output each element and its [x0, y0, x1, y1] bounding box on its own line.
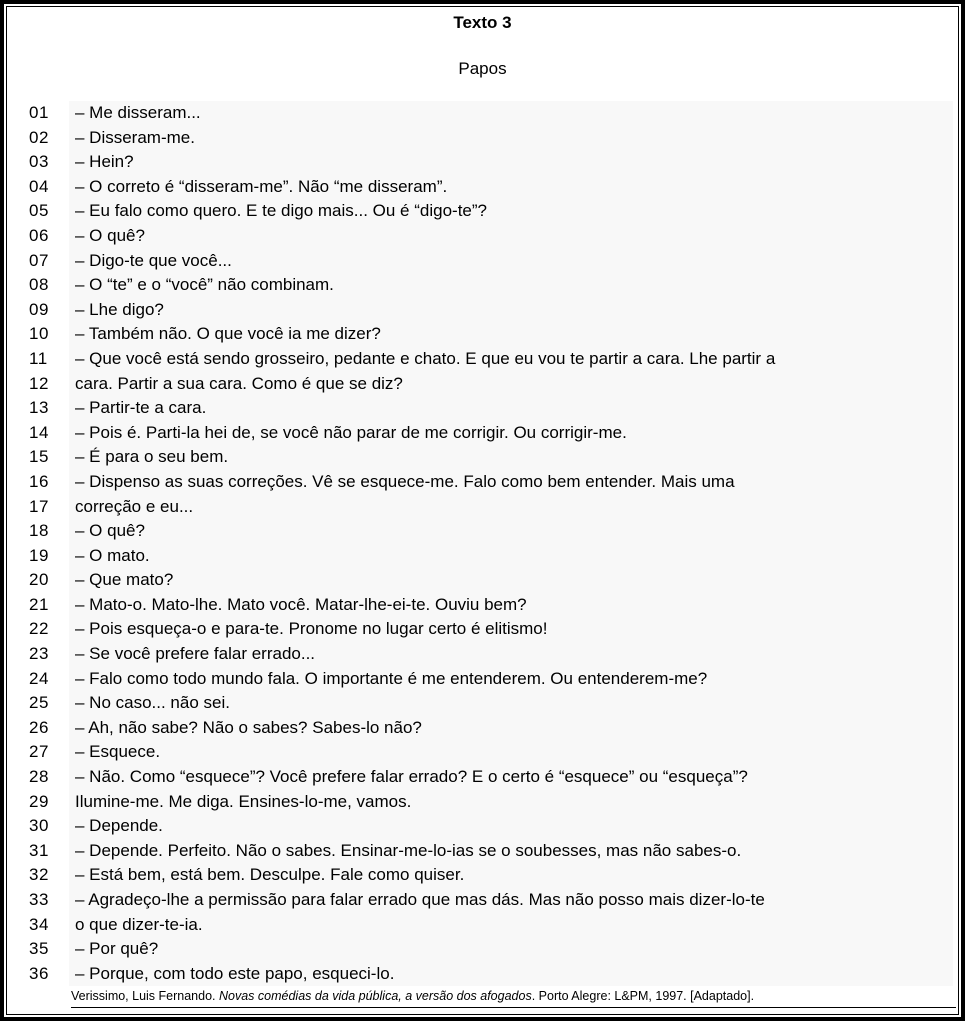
line-text: – O correto é “disseram-me”. Não “me disseram”.: [69, 175, 953, 200]
text-line: [7, 790, 958, 815]
line-number: 09: [29, 299, 49, 319]
line-text: – Se você prefere falar errado...: [69, 642, 953, 667]
text-line: [7, 691, 958, 716]
line-text: – Eu falo como quero. E te digo mais... Ou é “digo-te”?: [69, 199, 953, 224]
text-line: [7, 716, 958, 741]
line-number: 13: [29, 398, 49, 418]
line-number: 16: [29, 471, 49, 491]
line-number: 30: [29, 816, 49, 836]
text-line: [7, 765, 958, 790]
line-number: 07: [29, 250, 49, 270]
line-text: – Esquece.: [69, 740, 953, 765]
text-line: [7, 396, 958, 421]
text-line: [7, 839, 958, 864]
line-text: – Dispenso as suas correções. Vê se esquece-me. Falo como bem entender. Mais uma: [69, 470, 953, 495]
line-text: – Disseram-me.: [69, 126, 953, 151]
line-number: 02: [29, 127, 49, 147]
text-lines: [7, 101, 958, 986]
line-number: 10: [29, 324, 49, 344]
line-text: – Porque, com todo este papo, esqueci-lo.: [69, 962, 953, 987]
line-text: – O “te” e o “você” não combinam.: [69, 273, 953, 298]
text-line: [7, 617, 958, 642]
text-line: [7, 150, 958, 175]
text-line: [7, 495, 958, 520]
line-text: cara. Partir a sua cara. Como é que se diz?: [69, 372, 953, 397]
line-number: 03: [29, 152, 49, 172]
line-text: o que dizer-te-ia.: [69, 913, 953, 938]
line-number: 31: [29, 840, 49, 860]
text-line: [7, 593, 958, 618]
line-text: – Lhe digo?: [69, 298, 953, 323]
line-number: 11: [29, 348, 48, 368]
line-text: Ilumine-me. Me diga. Ensines-lo-me, vamos.: [69, 790, 953, 815]
line-text: correção e eu...: [69, 495, 953, 520]
line-text: – Hein?: [69, 150, 953, 175]
line-number: 23: [29, 644, 49, 664]
text-line: [7, 667, 958, 692]
line-number: 12: [29, 373, 49, 393]
line-text: – No caso... não sei.: [69, 691, 953, 716]
text-line: [7, 470, 958, 495]
page-subtitle: Papos: [458, 59, 507, 78]
line-text: – Digo-te que você...: [69, 249, 953, 274]
text-line: [7, 740, 958, 765]
line-text: – Não. Como “esquece”? Você prefere falar errado? E o certo é “esquece” ou “esqueça”?: [69, 765, 953, 790]
line-number: 04: [29, 176, 49, 196]
line-text: – Partir-te a cara.: [69, 396, 953, 421]
text-line: [7, 249, 958, 274]
text-line: [7, 937, 958, 962]
line-number: 08: [29, 275, 49, 295]
line-number: 36: [29, 963, 49, 983]
text-line: [7, 519, 958, 544]
line-number: 17: [29, 496, 49, 516]
line-number: 01: [29, 103, 49, 122]
line-text: – Ah, não sabe? Não o sabes? Sabes-lo não?: [69, 716, 953, 741]
line-number: 06: [29, 225, 49, 245]
line-number: 26: [29, 717, 49, 737]
text-line: [7, 888, 958, 913]
line-number: 14: [29, 422, 49, 442]
line-text: – Falo como todo mundo fala. O importante é me entenderem. Ou entenderem-me?: [69, 667, 953, 692]
text-line: [7, 347, 958, 372]
text-line: [7, 544, 958, 569]
text-line: [7, 126, 958, 151]
line-text: – O quê?: [69, 224, 953, 249]
line-text: – É para o seu bem.: [69, 445, 953, 470]
text-line: [7, 322, 958, 347]
citation-publisher: . Porto Alegre: L&PM, 1997. [Adaptado].: [531, 989, 755, 1003]
line-number: 29: [29, 791, 49, 811]
line-number: 27: [29, 742, 49, 762]
line-number: 20: [29, 570, 49, 590]
text-line: [7, 445, 958, 470]
line-number: 35: [29, 939, 49, 959]
line-text: – Agradeço-lhe a permissão para falar errado que mas dás. Mas não posso mais dizer-lo-te: [69, 888, 953, 913]
page-title: Texto 3: [453, 13, 512, 32]
text-line: [7, 568, 958, 593]
text-line: [7, 175, 958, 200]
text-line: [7, 421, 958, 446]
line-text: – Por quê?: [69, 937, 953, 962]
text-line: [7, 372, 958, 397]
line-text: – Depende.: [69, 814, 953, 839]
line-text: – Me disseram...: [69, 101, 953, 126]
text-line: [7, 199, 958, 224]
text-line: [7, 814, 958, 839]
document-inner-frame: [6, 6, 959, 1015]
text-line: [7, 298, 958, 323]
line-number: 28: [29, 767, 49, 787]
line-text: – Está bem, está bem. Desculpe. Fale como quiser.: [69, 863, 953, 888]
line-number: 34: [29, 914, 49, 934]
line-text: – Pois esqueça-o e para-te. Pronome no lugar certo é elitismo!: [69, 617, 953, 642]
text-line: [7, 913, 958, 938]
line-number: 15: [29, 447, 49, 467]
text-line: [7, 863, 958, 888]
text-line: [7, 642, 958, 667]
line-text: – Que mato?: [69, 568, 953, 593]
line-number: 24: [29, 668, 49, 688]
line-number: 18: [29, 521, 49, 541]
line-number: 32: [29, 865, 49, 885]
line-number: 22: [29, 619, 49, 639]
line-text: – Pois é. Parti-la hei de, se você não parar de me corrigir. Ou corrigir-me.: [69, 421, 953, 446]
text-line: [7, 273, 958, 298]
line-text: – O mato.: [69, 544, 953, 569]
citation-author: Verissimo, Luis Fernando.: [71, 989, 219, 1003]
citation-book-title: Novas comédias da vida pública, a versão dos afogados: [219, 989, 532, 1003]
line-text: – Também não. O que você ia me dizer?: [69, 322, 953, 347]
text-line: [7, 101, 958, 126]
line-number: 05: [29, 201, 49, 221]
text-line: [7, 224, 958, 249]
line-number: 19: [29, 545, 49, 565]
line-text: – Depende. Perfeito. Não o sabes. Ensinar-me-lo-ias se o soubesses, mas não sabes-o.: [69, 839, 953, 864]
line-text: – O quê?: [69, 519, 953, 544]
line-number: 33: [29, 890, 49, 909]
text-line: [7, 962, 958, 987]
line-number: 21: [29, 594, 49, 614]
line-text: – Que você está sendo grosseiro, pedante e chato. E que eu vou te partir a cara. Lhe partir a: [69, 347, 953, 372]
line-text: – Mato-o. Mato-lhe. Mato você. Matar-lhe-ei-te. Ouviu bem?: [69, 593, 953, 618]
citation: [71, 989, 956, 1008]
line-number: 25: [29, 693, 49, 713]
